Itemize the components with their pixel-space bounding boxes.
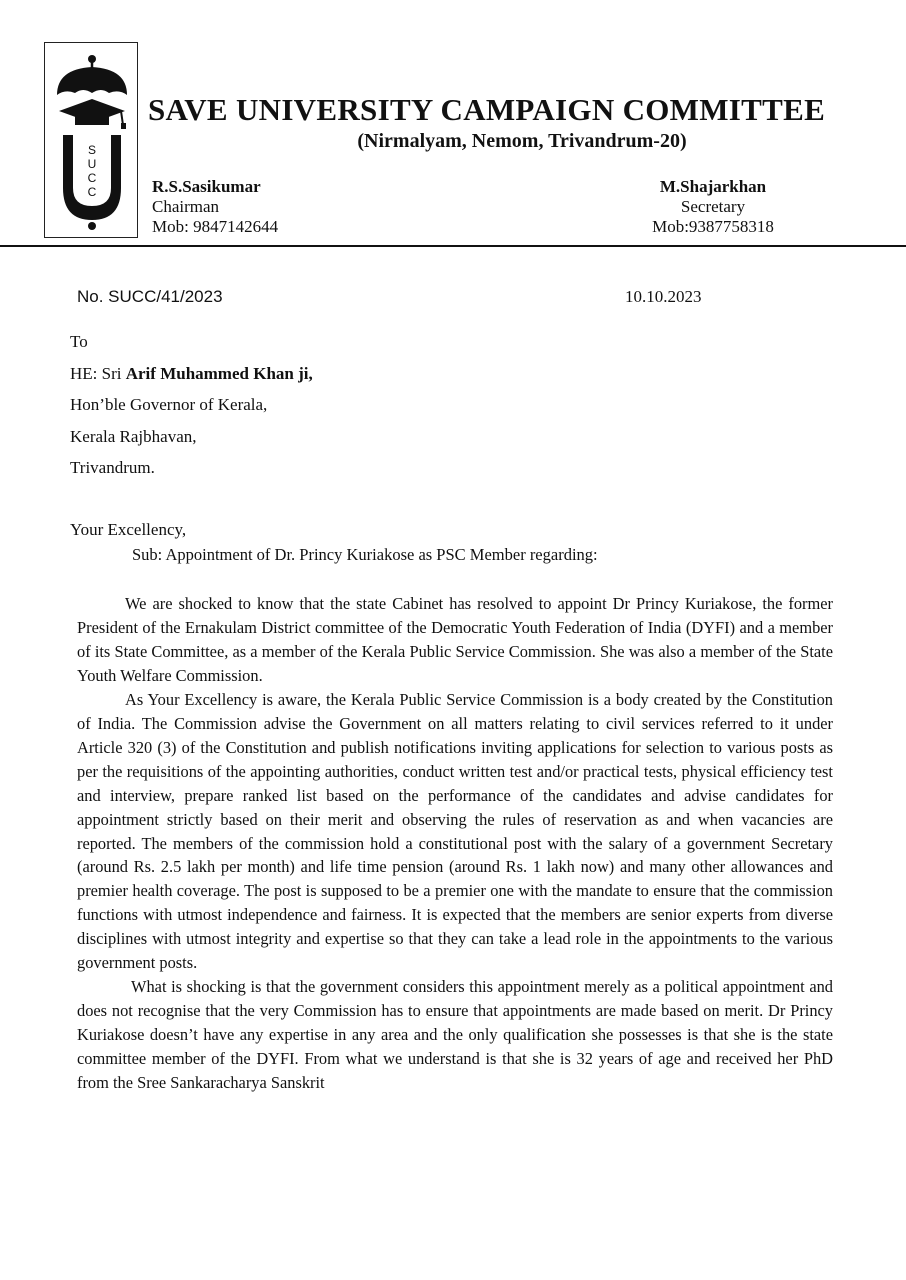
salutation: Your Excellency, <box>70 520 187 539</box>
secretary-title: Secretary <box>680 197 746 216</box>
umbrella-graduate-logo-icon <box>45 43 139 239</box>
subject-line: Sub: Appointment of Dr. Princy Kuriakose as PSC Member regarding: <box>132 545 598 564</box>
chairman-block <box>152 177 278 237</box>
recipient-office: Kerala Rajbhavan, <box>70 426 197 446</box>
recipient-address <box>70 331 313 489</box>
to-label: To <box>70 332 88 351</box>
organization-name: SAVE UNIVERSITY CAMPAIGN COMMITTEE <box>148 92 826 127</box>
secretary-phone: Mob:9387758318 <box>652 217 774 236</box>
logo-letter: S <box>87 143 96 157</box>
logo-letter: C <box>87 185 97 199</box>
logo-lettering <box>84 143 100 199</box>
chairman-title: Chairman <box>152 197 220 216</box>
logo-letter: C <box>87 171 97 185</box>
letter-date: 10.10.2023 <box>625 287 702 306</box>
logo-letter: U <box>87 157 97 171</box>
body-paragraph: We are shocked to know that the state Cabinet has resolved to appoint Dr Princy Kuriakose, the former President of the Ernakulam District committee of the Democratic Youth Federation of India (DYFI) and a member of its State Committee, as a member of the Kerala Public Service Commission. She was also a member of the State Youth Welfare Commission. <box>77 594 833 685</box>
body-paragraph: As Your Excellency is aware, the Kerala Public Service Commission is a body created by the Constitution of India. The Commission advise the Government on all matters relating to civil services referred to it under Article 320 (3) of the Constitution and publish notifications inviting applications for selection to various posts as per the requisitions of the appointing authorities, conduct written test and/or practical tests, physical efficiency test and interview, prepare ranked list based on the performance of the candidates and advise candidates for appointment strictly based on their merit and observing the rules of reservation as and when vacancies are reported. The members of the commission hold a constitutional post with the salary of a government Secretary (around Rs. 2.5 lakh per month) and life time pension (around Rs. 1 lakh now) and many other allowances and premier health coverage. The post is supposed to be a premier one with the mandate to ensure that the commission functions with utmost independence and fairness. It is expected that the members are senior experts from diverse disciplines with utmost integrity and expertise so that they can take a lead role in the appointments to the various government posts. <box>77 689 833 973</box>
chairman-phone: Mob: 9847142644 <box>152 217 279 236</box>
letter-body <box>77 592 833 1095</box>
recipient-prefix: HE: Sri <box>70 363 126 383</box>
chairman-name: R.S.Sasikumar <box>152 177 261 196</box>
header-divider <box>0 245 906 247</box>
secretary-block <box>628 177 798 237</box>
organization-address: (Nirmalyam, Nemom, Trivandrum-20) <box>357 130 687 152</box>
logo <box>44 42 138 238</box>
secretary-name: M.Shajarkhan <box>659 177 767 196</box>
recipient-name: Arif Muhammed Khan ji, <box>125 363 313 383</box>
recipient-designation: Hon’ble Governor of Kerala, <box>70 395 268 414</box>
recipient-city: Trivandrum. <box>70 458 155 477</box>
reference-number: No. SUCC/41/2023 <box>77 287 223 306</box>
recipient-line <box>70 363 313 395</box>
body-paragraph: What is shocking is that the government considers this appointment merely as a political appointment and does not recognise that the very Commission has to ensure that appointments are made based on merit. Dr Princy Kuriakose doesn’t have any expertise in any area and the only qualification she possesses is that she is the state committee member of the DYFI. From what we understand is that she is 32 years of age and received her PhD from the Sree Sankaracharya Sanskrit <box>77 977 833 1093</box>
